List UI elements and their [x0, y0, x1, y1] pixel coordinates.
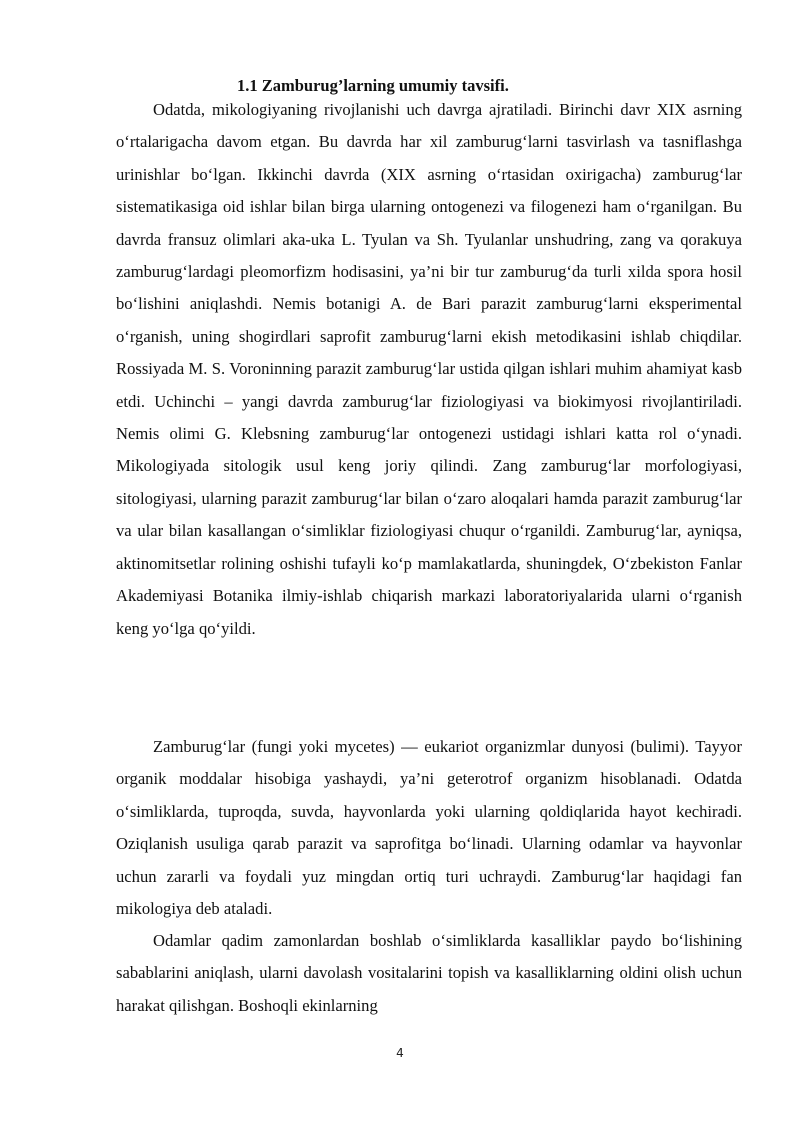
page-number: 4: [396, 1046, 404, 1060]
paragraph-history: Odatda, mikologiyaning rivojlanishi uch davrga ajratiladi. Birinchi davr XIX asrning o‘rtalarigacha davom etgan. Bu davrda har xil zamburug‘larni tasvirlash va tasniflashga urinishlar bo‘lgan. Ikkinchi davrda (XIX asrning o‘rtasidan oxirigacha) zamburug‘lar sistematikasiga oid ishlar bilan birga ularning ontogenezi va filogenezi ham o‘rganilgan. Bu davrda fransuz olimlari aka-uka L. Tyulan va Sh. Tyulanlar unshudring, zang va qorakuya zamburug‘lardagi pleomorfizm hodisasini, ya’ni bir tur zamburug‘da turli xilda spora hosil bo‘lishini aniqlashdi. Nemis botanigi A. de Bari parazit zamburug‘larni eksperimental o‘rganish, uning shogirdlari saprofit zamburug‘larni ekish metodikasini ishlab chiqdilar. Rossiyada M. S. Voroninning parazit zamburug‘lar ustida qilgan ishlari muhim ahamiyat kasb etdi. Uchinchi – yangi davrda zamburug‘lar fiziologiyasi va biokimyosi rivojlantiriladi. Nemis olimi G. Klebsning zamburug‘lar ontogenezi ustidagi ishlari katta rol o‘ynadi. Mikologiyada sitologik usul keng joriy qilindi. Zang zamburug‘lar morfologiyasi, sitologiyasi, ularning parazit zamburug‘lar bilan o‘zaro aloqalari hamda parazit zamburug‘lar va ular bilan kasallangan o‘simliklar fiziologiyasi chuqur o‘rganildi. Zamburug‘lar, ayniqsa, aktinomitsetlar rolining oshishi tufayli ko‘p mamlakatlarda, shuningdek, O‘zbekiston Fanlar Akademiyasi Botanika ilmiy-ishlab chiqarish markazi laboratoriyalarida ularni o‘rganish keng yo‘lga qo‘yildi.: [116, 100, 742, 638]
section-heading: 1.1 Zamburug’larning umumiy tavsifi.: [237, 76, 509, 95]
paragraph-definition: Zamburug‘lar (fungi yoki mycetes) — eukariot organizmlar dunyosi (bulimi). Tayyor organik moddalar hisobiga yashaydi, ya’ni geterotrof organizm hisoblanadi. Odatda o‘simliklarda, tuproqda, suvda, hayvonlarda yoki ularning qoldiqlarida hayot kechiradi. Oziqlanish usuliga qarab parazit va saprofitga bo‘linadi. Ularning odamlar va hayvonlar uchun zararli va foydali yuz mingdan ortiq turi uchraydi. Zamburug‘lar haqidagi fan mikologiya deb ataladi.: [116, 737, 742, 919]
paragraph-diseases: Odamlar qadim zamonlardan boshlab o‘simliklarda kasalliklar paydo bo‘lishining sabablarini aniqlash, ularni davolash vositalarini topish va kasalliklarning oldini olish uchun harakat qilishgan. Boshoqli ekinlarning: [116, 931, 742, 1015]
